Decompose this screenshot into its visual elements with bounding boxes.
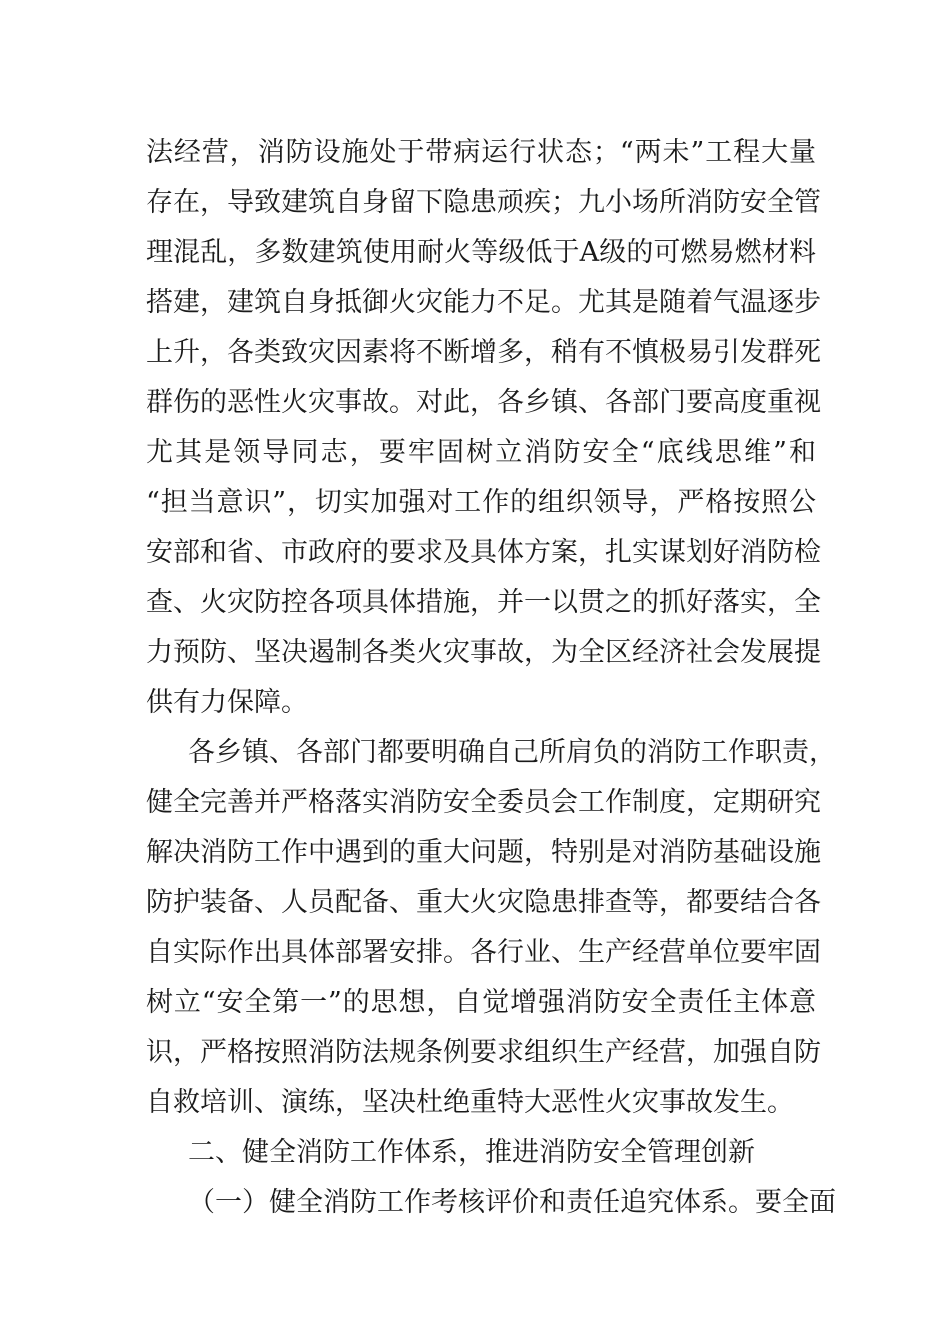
text-line: 安部和省、市政府的要求及具体方案，扎实谋划好消防检	[146, 537, 821, 568]
text-line: 存在，导致建筑自身留下隐患顽疾；九小场所消防安全管	[146, 187, 821, 218]
text-line: 上升，各类致灾因素将不断增多，稍有不慎极易引发群死	[146, 337, 821, 368]
text-line: 力预防、坚决遏制各类火灾事故，为全区经济社会发展提	[146, 637, 821, 668]
text-line: 识，严格按照消防法规条例要求组织生产经营，加强自防	[146, 1037, 821, 1068]
text-line: 健全完善并严格落实消防安全委员会工作制度，定期研究	[146, 787, 821, 818]
text-line: 树立“安全第一”的思想，自觉增强消防安全责任主体意	[146, 987, 816, 1018]
text-line: 搭建，建筑自身抵御火灾能力不足。尤其是随着气温逐步	[146, 287, 821, 318]
text-line: “担当意识”，切实加强对工作的组织领导，严格按照公	[146, 487, 816, 518]
text-line: 法经营，消防设施处于带病运行状态；“两未”工程大量	[146, 137, 816, 168]
text-line: 自救培训、演练，坚决杜绝重特大恶性火灾事故发生。	[146, 1087, 794, 1118]
text-line: 理混乱，多数建筑使用耐火等级低于A级的可燃易燃材料	[146, 237, 816, 268]
text-line: 尤其是领导同志，要牢固树立消防安全“底线思维”和	[146, 437, 816, 468]
text-line: 防护装备、人员配备、重大火灾隐患排查等，都要结合各	[146, 887, 821, 918]
text-line: 自实际作出具体部署安排。各行业、生产经营单位要牢固	[146, 937, 821, 968]
text-line: 供有力保障。	[146, 687, 308, 718]
subsection-heading: （一）健全消防工作考核评价和责任追究体系。要全面	[188, 1187, 836, 1218]
text-line: 查、火灾防控各项具体措施，并一以贯之的抓好落实，全	[146, 587, 821, 618]
paragraph-first-line: 各乡镇、各部门都要明确自己所肩负的消防工作职责，	[188, 737, 836, 768]
section-heading: 二、健全消防工作体系，推进消防安全管理创新	[188, 1137, 755, 1168]
text-line: 群伤的恶性火灾事故。对此，各乡镇、各部门要高度重视	[146, 387, 821, 418]
text-line: 解决消防工作中遇到的重大问题，特别是对消防基础设施	[146, 837, 821, 868]
